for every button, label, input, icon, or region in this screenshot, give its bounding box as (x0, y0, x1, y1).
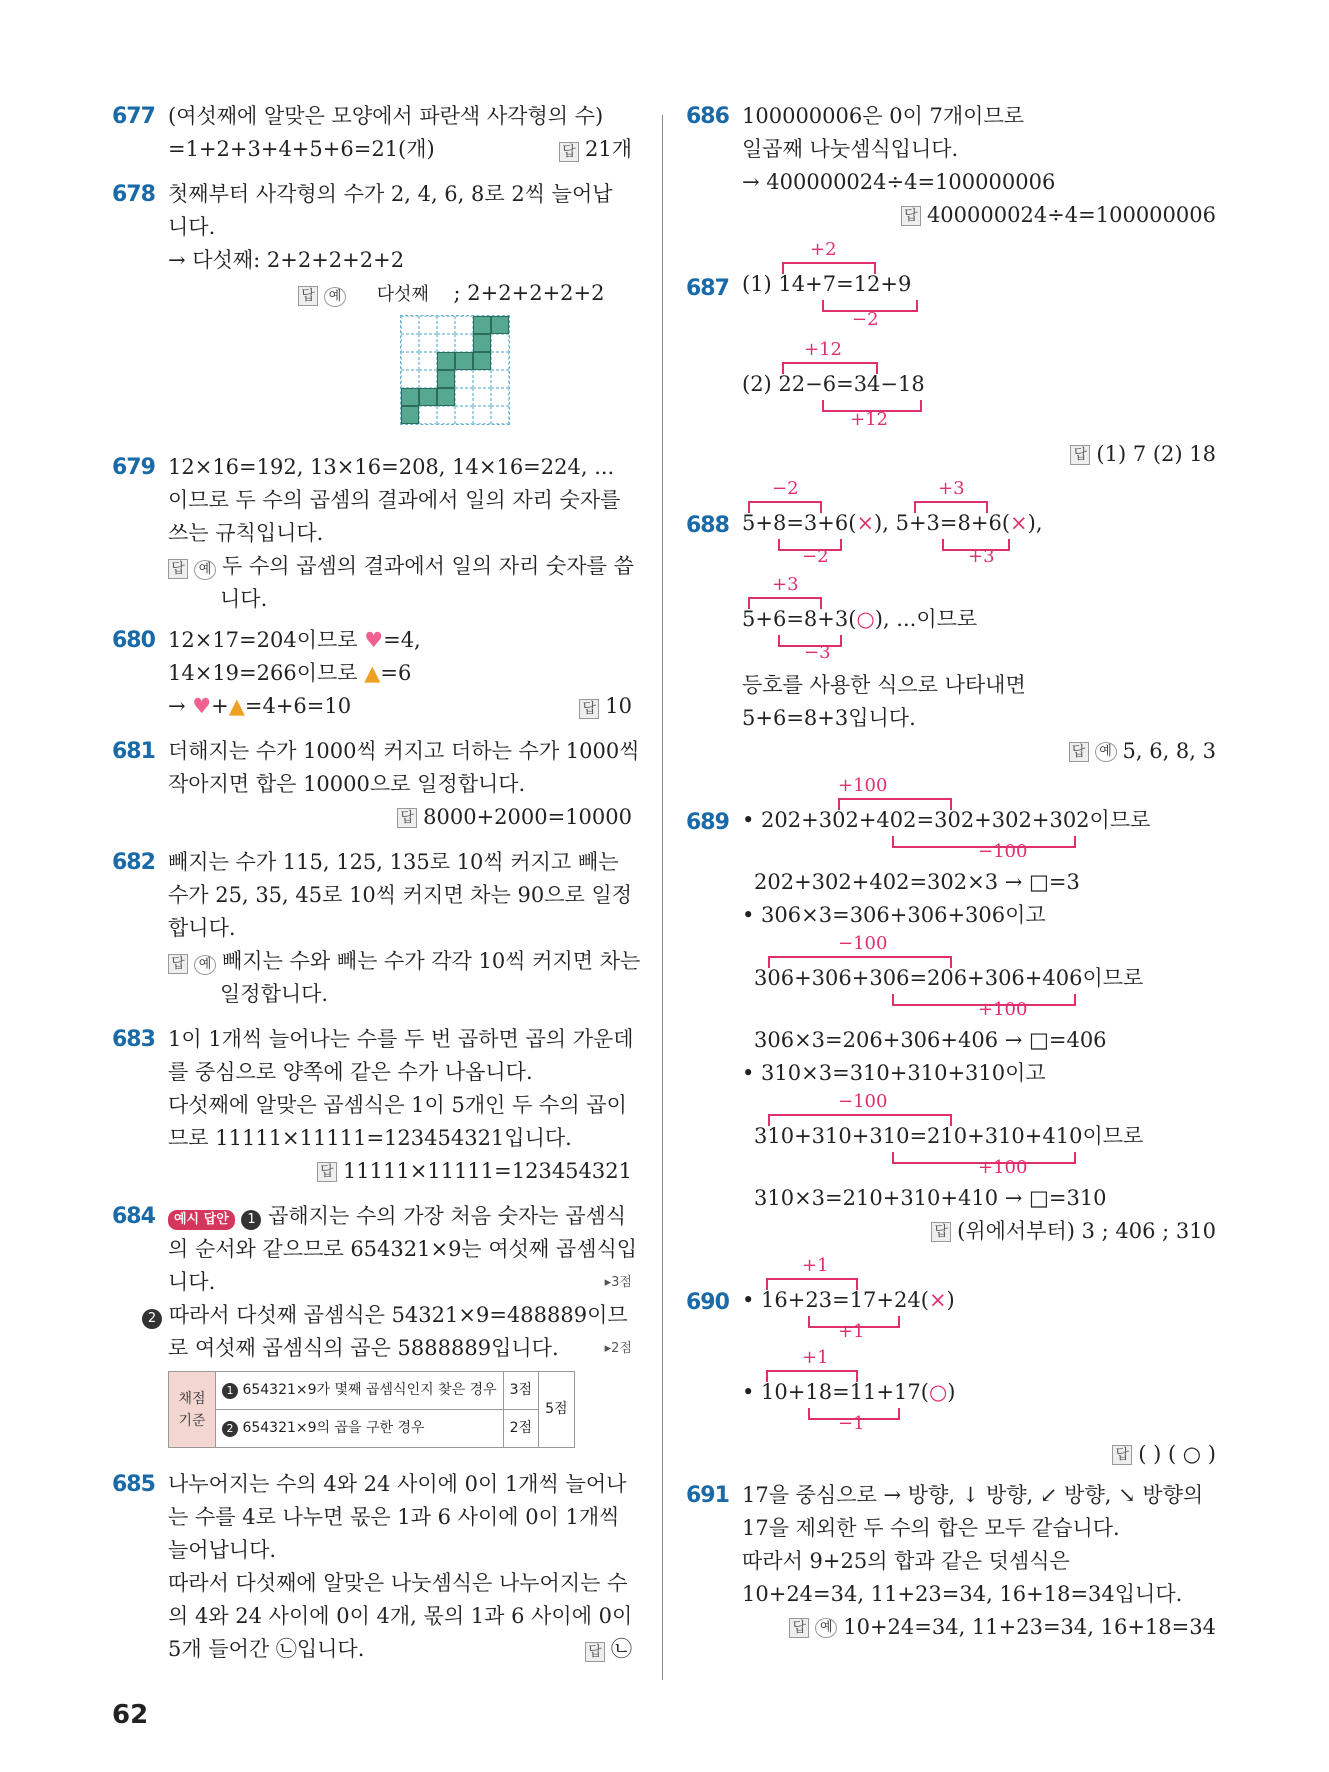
text-line: 수가 25, 35, 45로 10씩 커지면 차는 90으로 일정 (168, 883, 633, 907)
problem-678 (112, 178, 632, 425)
text-line: 의 순서와 같으므로 654321×9는 여섯째 곱셈식입 (168, 1237, 638, 1261)
problem-number: 685 (112, 1472, 155, 1497)
change-label: +1 (802, 1255, 829, 1276)
answer-icon: 답 (298, 286, 318, 306)
problem-685 (112, 1468, 632, 1666)
problem-683 (112, 1023, 632, 1188)
change-label: +1 (838, 1321, 865, 1342)
equation: 310×3=210+310+410 → □=310 (754, 1186, 1107, 1210)
text-line: 의 4와 24 사이에 0이 4개, 몫의 1과 6 사이에 0이 (168, 1604, 633, 1628)
text-line: =4+6=10 (244, 694, 352, 718)
text-line: 니다. (168, 215, 216, 239)
problem-number: 684 (112, 1204, 155, 1229)
text-line: 로 여섯째 곱셈식의 곱은 5888889입니다. (168, 1336, 559, 1360)
text-line: 따라서 9+25의 합과 같은 덧셈식은 (742, 1549, 1070, 1573)
page-number: 62 (112, 1700, 149, 1730)
step-2-icon: 2 (222, 1421, 238, 1437)
text-line: 작아지면 합은 10000으로 일정합니다. (168, 772, 526, 796)
answer-text: 두 수의 곱셈의 결과에서 일의 자리 숫자를 씁 (222, 554, 634, 578)
answer-icon: 답 (397, 808, 417, 828)
text-line: 나누어지는 수의 4와 24 사이에 0이 1개씩 늘어나 (168, 1472, 627, 1496)
change-label: +12 (804, 339, 842, 360)
equation: • 306×3=306+306+306이고 (742, 903, 1046, 927)
change-label: +3 (968, 546, 995, 567)
change-label: −100 (838, 933, 888, 954)
text-line: 를 중심으로 양쪽에 같은 수가 나옵니다. (168, 1060, 533, 1084)
text-line: 100000006은 0이 7개이므로 (742, 104, 1025, 128)
problem-number: 681 (112, 739, 155, 764)
heart-icon: ♥ (192, 694, 212, 718)
example-icon: 예 (194, 955, 216, 975)
criteria-points: 2점 (503, 1410, 538, 1448)
answer-text: 빼지는 수와 빼는 수가 각각 10씩 커지면 차는 (222, 949, 641, 973)
score-mark: ▸3점 (604, 1275, 632, 1290)
answer-icon: 답 (168, 559, 188, 579)
answer-text: 21개 (584, 137, 632, 161)
answer-icon: 답 (1070, 445, 1090, 465)
problem-690 (686, 1254, 1216, 1471)
problem-689 (686, 774, 1216, 1248)
text-line: 12×16=192, 13×16=208, 14×16=224, ... (168, 455, 615, 479)
answer-icon: 답 (931, 1222, 951, 1242)
problem-684 (112, 1200, 638, 1448)
problem-682 (112, 846, 641, 1011)
text-line: 합니다. (168, 916, 236, 940)
problem-number: 682 (112, 850, 155, 875)
text-line: 늘어납니다. (168, 1538, 277, 1562)
text-line: 따라서 다섯째에 알맞은 나눗셈식은 나누어지는 수 (168, 1571, 628, 1595)
answer-text: ( ) ( ○ ) (1138, 1442, 1216, 1466)
equation: 310+310+310=210+310+410이므로 (754, 1124, 1144, 1148)
answer-text: 니다. (220, 587, 268, 611)
change-label: −2 (852, 309, 879, 330)
x-mark: × (856, 511, 875, 535)
example-icon: 예 (324, 287, 346, 307)
problem-number: 688 (686, 513, 729, 538)
problem-681 (112, 735, 640, 834)
answer-label: 다섯째 (376, 284, 429, 305)
answer-text: (위에서부터) 3 ; 406 ; 310 (957, 1219, 1216, 1243)
answer-icon: 답 (168, 954, 188, 974)
change-label: +12 (850, 409, 888, 430)
text-line: → 400000024÷4=100000006 (742, 170, 1056, 194)
problem-688 (686, 477, 1216, 768)
criteria-item: 654321×9의 곱을 구한 경우 (242, 1420, 425, 1436)
equation: ), (1027, 511, 1043, 535)
equation: 5+3=8+6( (895, 511, 1011, 535)
example-icon: 예 (815, 1618, 837, 1638)
answer-icon: 답 (1069, 742, 1089, 762)
problem-number: 686 (686, 104, 729, 129)
answer-text: (1) 7 (2) 18 (1096, 442, 1216, 466)
change-label: −2 (772, 478, 799, 499)
problem-number: 680 (112, 628, 155, 653)
text-line: 더해지는 수가 1000씩 커지고 더하는 수가 1000씩 (168, 739, 640, 763)
text-line: → 다섯째: 2+2+2+2+2 (168, 248, 405, 272)
problem-679 (112, 451, 632, 616)
problem-number: 683 (112, 1027, 155, 1052)
step-1-icon: 1 (241, 1210, 261, 1230)
text-line: (여섯째에 알맞은 모양에서 파란색 사각형의 수) (168, 104, 604, 128)
text-line: 다섯째에 알맞은 곱셈식은 1이 5개인 두 수의 곱이 (168, 1093, 627, 1117)
change-label: −100 (978, 841, 1028, 862)
equation: • 16+23=17+24( (742, 1288, 929, 1312)
equation: • 202+302+402=302+302+302이므로 (742, 808, 1151, 832)
equation: ), (874, 511, 896, 535)
text-line: 곱해지는 수의 가장 처음 숫자는 곱셈식 (268, 1204, 627, 1228)
text-line: 등호를 사용한 식으로 나타내면 (742, 673, 1026, 697)
x-mark: × (928, 1288, 947, 1312)
problem-number: 687 (686, 276, 729, 301)
text-line: 므로 11111×11111=123454321입니다. (168, 1126, 572, 1150)
text-line: 첫째부터 사각형의 수가 2, 4, 6, 8로 2씩 늘어납 (168, 182, 613, 206)
text-line: → (168, 694, 193, 718)
equation: • 10+18=11+17( (742, 1380, 929, 1404)
answer-text: 5, 6, 8, 3 (1122, 739, 1216, 763)
criteria-total: 5점 (539, 1372, 574, 1448)
answer-icon: 답 (559, 142, 579, 162)
text-line: 는 수를 4로 나누면 몫은 1과 6 사이에 0이 1개씩 (168, 1505, 620, 1529)
change-label: +3 (772, 574, 799, 595)
criteria-points: 3점 (503, 1372, 538, 1410)
x-mark: × (1010, 511, 1028, 535)
heart-icon: ♥ (364, 628, 384, 652)
change-label: +2 (810, 239, 837, 260)
o-mark: ○ (856, 607, 875, 631)
equation: 306+306+306=206+306+406이므로 (754, 966, 1144, 990)
score-mark: ▸2점 (604, 1341, 632, 1356)
problem-number: 690 (686, 1290, 729, 1315)
answer-icon: 답 (1112, 1445, 1132, 1465)
square-pattern-figure (400, 315, 510, 425)
change-label: −3 (804, 642, 831, 663)
answer-text: 8000+2000=10000 (423, 805, 632, 829)
text-line: 17을 제외한 두 수의 합은 모두 같습니다. (742, 1516, 1120, 1540)
answer-icon: 답 (585, 1642, 605, 1662)
problem-number: 691 (686, 1483, 729, 1508)
text-line: 일곱째 나눗셈식입니다. (742, 137, 959, 161)
equation: 5+6=8+3( (742, 607, 857, 631)
change-label: +1 (802, 1347, 829, 1368)
text-line: 10+24=34, 11+23=34, 16+18=34입니다. (742, 1582, 1183, 1606)
text-line: 1이 1개씩 늘어나는 수를 두 번 곱하면 곱의 가운데 (168, 1027, 634, 1051)
equation: ) (946, 1288, 955, 1312)
answer-text: 10+24=34, 11+23=34, 16+18=34 (843, 1615, 1216, 1639)
change-label: +100 (978, 1157, 1028, 1178)
equation: ), ...이므로 (874, 607, 978, 631)
text-line: 14×19=266이므로 (168, 661, 365, 685)
text-line: 쓰는 규칙입니다. (168, 521, 324, 545)
o-mark: ○ (928, 1380, 948, 1404)
step-2-icon: 2 (142, 1309, 162, 1329)
equation: • 310×3=310+310+310이고 (742, 1061, 1046, 1085)
change-label: −2 (802, 546, 829, 567)
change-label: −1 (838, 1413, 865, 1434)
example-icon: 예 (1095, 742, 1117, 762)
equation: (1) 14+7=12+9 (742, 272, 912, 296)
triangle-icon: ▲ (364, 661, 381, 685)
problem-number: 689 (686, 810, 729, 835)
text-line: 이므로 두 수의 곱셈의 결과에서 일의 자리 숫자를 (168, 488, 621, 512)
problem-number: 678 (112, 182, 155, 207)
example-answer-badge: 예시 답안 (168, 1210, 235, 1230)
criteria-item: 654321×9가 몇째 곱셈식인지 찾은 경우 (242, 1382, 497, 1398)
text-line: 5+6=8+3입니다. (742, 706, 916, 730)
text-line: =1+2+3+4+5+6=21(개) (168, 137, 435, 161)
equation: ) (947, 1380, 956, 1404)
right-column (686, 100, 1216, 1644)
equation: 202+302+402=302×3 → □=3 (754, 870, 1080, 894)
grading-criteria-table (168, 1371, 575, 1448)
triangle-icon: ▲ (228, 694, 245, 718)
problem-680 (112, 624, 632, 723)
problem-677 (112, 100, 632, 170)
answer-icon: 답 (317, 1162, 337, 1182)
text-line: 5개 들어간 ㉡입니다. (168, 1637, 365, 1661)
answer-text: 11111×11111=123454321 (342, 1159, 632, 1183)
text-line: 니다. (168, 1270, 216, 1294)
text-line: 따라서 다섯째 곱셈식은 54321×9=488889이므 (168, 1303, 628, 1327)
change-label: −100 (838, 1091, 888, 1112)
text-line: =4, (383, 628, 421, 652)
text-line: 12×17=204이므로 (168, 628, 365, 652)
column-divider (662, 115, 663, 1680)
text-line: =6 (380, 661, 412, 685)
problem-number: 679 (112, 455, 155, 480)
answer-icon: 답 (901, 206, 921, 226)
equation: 5+8=3+6( (742, 511, 857, 535)
text-line: + (211, 694, 229, 718)
answer-icon: 답 (579, 699, 599, 719)
text-line: 빼지는 수가 115, 125, 135로 10씩 커지고 빼는 (168, 850, 619, 874)
change-label: +100 (978, 999, 1028, 1020)
criteria-label: 채점 기준 (169, 1372, 216, 1448)
step-1-icon: 1 (222, 1383, 238, 1399)
problem-number: 677 (112, 104, 155, 129)
equation: (2) 22−6=34−18 (742, 372, 925, 396)
answer-text: ; 2+2+2+2+2 (453, 281, 605, 305)
answer-text: 일정합니다. (220, 982, 329, 1006)
answer-text: ㉡ (611, 1637, 632, 1661)
change-label: +3 (938, 478, 965, 499)
equation: 306×3=206+306+406 → □=406 (754, 1028, 1107, 1052)
answer-text: 10 (605, 694, 632, 718)
text-line: 17을 중심으로 → 방향, ↓ 방향, ↙ 방향, ↘ 방향의 (742, 1483, 1204, 1507)
problem-687 (686, 238, 1216, 471)
problem-691 (686, 1479, 1216, 1644)
change-label: +100 (838, 775, 888, 796)
example-icon: 예 (194, 560, 216, 580)
problem-686 (686, 100, 1216, 232)
answer-icon: 답 (789, 1618, 809, 1638)
answer-text: 400000024÷4=100000006 (926, 203, 1216, 227)
left-column (112, 100, 641, 1666)
